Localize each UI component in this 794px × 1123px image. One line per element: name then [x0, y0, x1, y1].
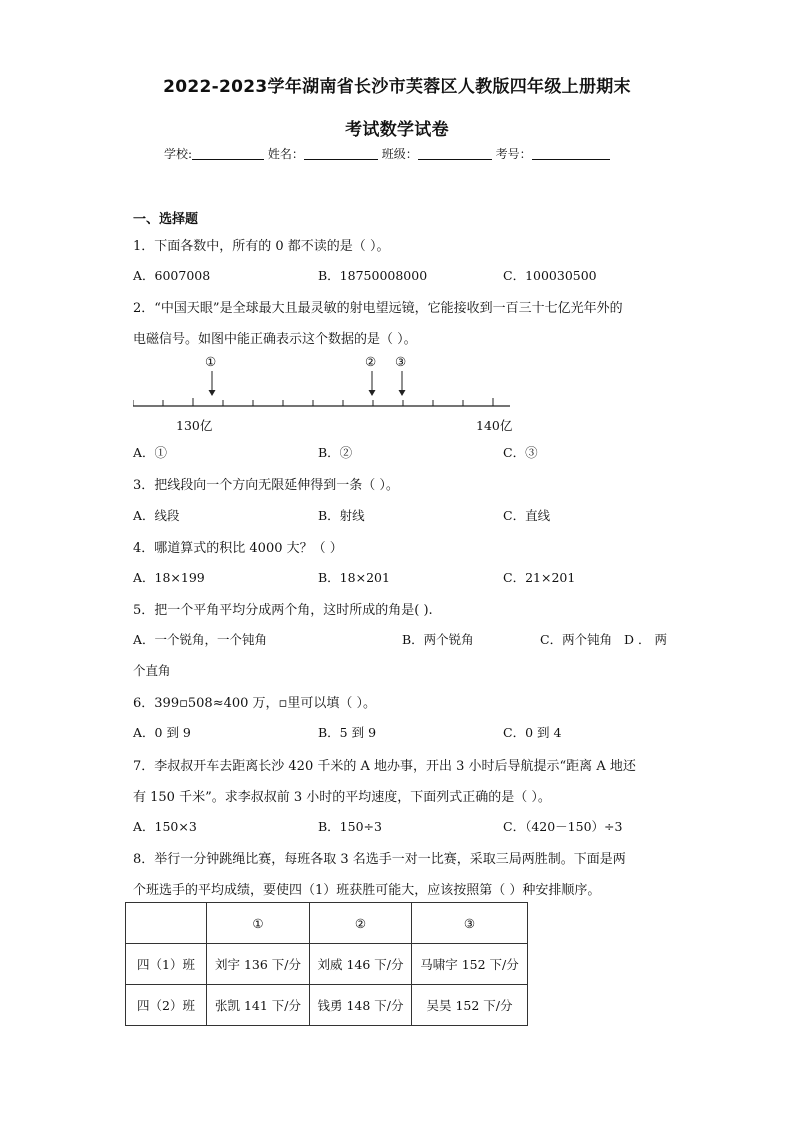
- question-1: 1．下面各数中，所有的 0 都不读的是（ ）。: [133, 239, 390, 254]
- number-label: 考号：: [495, 147, 532, 161]
- question-4: 4．哪道算式的积比 4000 大？（ ）: [133, 541, 343, 556]
- table-cell: 四（1）班: [126, 944, 207, 985]
- question-6: 6．399▫508≈400 万，▫里可以填（ ）。: [133, 696, 376, 711]
- table-header-cell: ③: [412, 903, 528, 944]
- q5-option-c[interactable]: C．两个钝角: [540, 632, 613, 647]
- number-line-figure: [133, 350, 513, 435]
- table-cell: 刘威 146 下/分: [310, 944, 412, 985]
- q5-option-d-cont: 个直角: [133, 663, 171, 678]
- table-header-cell: [126, 903, 207, 944]
- number-line-ticks: [133, 398, 493, 406]
- student-info-row: [164, 145, 610, 162]
- section-heading: 一、选择题: [133, 212, 199, 227]
- q6-option-a[interactable]: A．0 到 9: [133, 725, 191, 740]
- class-blank[interactable]: [418, 147, 492, 160]
- table-cell: 张凯 141 下/分: [207, 985, 310, 1026]
- school-label: 学校:: [164, 147, 193, 161]
- arrow-2-head: [369, 390, 376, 396]
- table-cell: 钱勇 148 下/分: [310, 985, 412, 1026]
- q3-option-c[interactable]: C．直线: [503, 508, 551, 523]
- q3-option-a[interactable]: A．线段: [133, 508, 180, 523]
- question-8-line1: 8．举行一分钟跳绳比赛，每班各取 3 名选手一对一比赛，采取三局两胜制。下面是两: [133, 852, 626, 867]
- table-header-row: [126, 903, 528, 944]
- question-7-line2: 有 150 千米”。求李叔叔前 3 小时的平均速度，下面列式正确的是（ ）。: [133, 790, 551, 805]
- q5-option-a[interactable]: A．一个锐角，一个钝角: [133, 632, 268, 647]
- name-label: 姓名：: [267, 147, 304, 161]
- question-3: 3．把线段向一个方向无限延伸得到一条（ ）。: [133, 478, 399, 493]
- arrow-1-head: [209, 390, 216, 396]
- marker-2: ②: [365, 354, 377, 369]
- q2-option-b[interactable]: B．②: [318, 445, 353, 460]
- table-cell: 刘宇 136 下/分: [207, 944, 310, 985]
- q2-option-a[interactable]: A．①: [133, 445, 168, 460]
- table-row: [126, 944, 528, 985]
- q1-option-c[interactable]: C．100030500: [503, 268, 597, 283]
- q1-option-a[interactable]: A．6007008: [133, 268, 211, 283]
- table-header-cell: ①: [207, 903, 310, 944]
- q1-option-b[interactable]: B．18750008000: [318, 268, 428, 283]
- q4-option-a[interactable]: A．18×199: [133, 570, 205, 585]
- exam-title-line2: 考试数学试卷: [345, 120, 449, 140]
- q4-option-c[interactable]: C．21×201: [503, 570, 576, 585]
- exam-title-line1: 2022-2023学年湖南省长沙市芙蓉区人教版四年级上册期末: [163, 77, 631, 97]
- table-row: [126, 985, 528, 1026]
- q6-option-c[interactable]: C．0 到 4: [503, 725, 562, 740]
- table-header-cell: ②: [310, 903, 412, 944]
- school-blank[interactable]: [192, 147, 264, 160]
- score-table: [125, 902, 528, 1026]
- question-5: 5．把一个平角平均分成两个角，这时所成的角是( ).: [133, 603, 433, 618]
- q6-option-b[interactable]: B．5 到 9: [318, 725, 377, 740]
- question-7-line1: 7．李叔叔开车去距离长沙 420 千米的 A 地办事，开出 3 小时后导航提示“距离 A 地还: [133, 759, 636, 774]
- question-2-line2: 电磁信号。如图中能正确表示这个数据的是（ ）。: [133, 332, 417, 347]
- q7-option-a[interactable]: A．150×3: [133, 819, 197, 834]
- label-130: 130亿: [176, 418, 213, 433]
- name-blank[interactable]: [304, 147, 378, 160]
- question-8-line2: 个班选手的平均成绩，要使四（1）班获胜可能大，应该按照第（ ）种安排顺序。: [133, 883, 601, 898]
- number-blank[interactable]: [532, 147, 610, 160]
- arrow-3-head: [399, 390, 406, 396]
- table-cell: 吴昊 152 下/分: [412, 985, 528, 1026]
- class-label: 班级：: [381, 147, 418, 161]
- question-2-line1: 2．“中国天眼”是全球最大且最灵敏的射电望远镜，它能接收到一百三十七亿光年外的: [133, 301, 623, 316]
- q5-option-b[interactable]: B．两个锐角: [402, 632, 474, 647]
- q7-option-c[interactable]: C．（420－150）÷3: [503, 819, 623, 834]
- q4-option-b[interactable]: B．18×201: [318, 570, 390, 585]
- q5-option-d[interactable]: D ． 两: [624, 632, 667, 647]
- q3-option-b[interactable]: B．射线: [318, 508, 365, 523]
- marker-3: ③: [395, 354, 407, 369]
- marker-1: ①: [205, 354, 217, 369]
- label-140: 140亿: [476, 418, 513, 433]
- q7-option-b[interactable]: B．150÷3: [318, 819, 382, 834]
- table-cell: 四（2）班: [126, 985, 207, 1026]
- q2-option-c[interactable]: C．③: [503, 445, 538, 460]
- table-cell: 马啸宇 152 下/分: [412, 944, 528, 985]
